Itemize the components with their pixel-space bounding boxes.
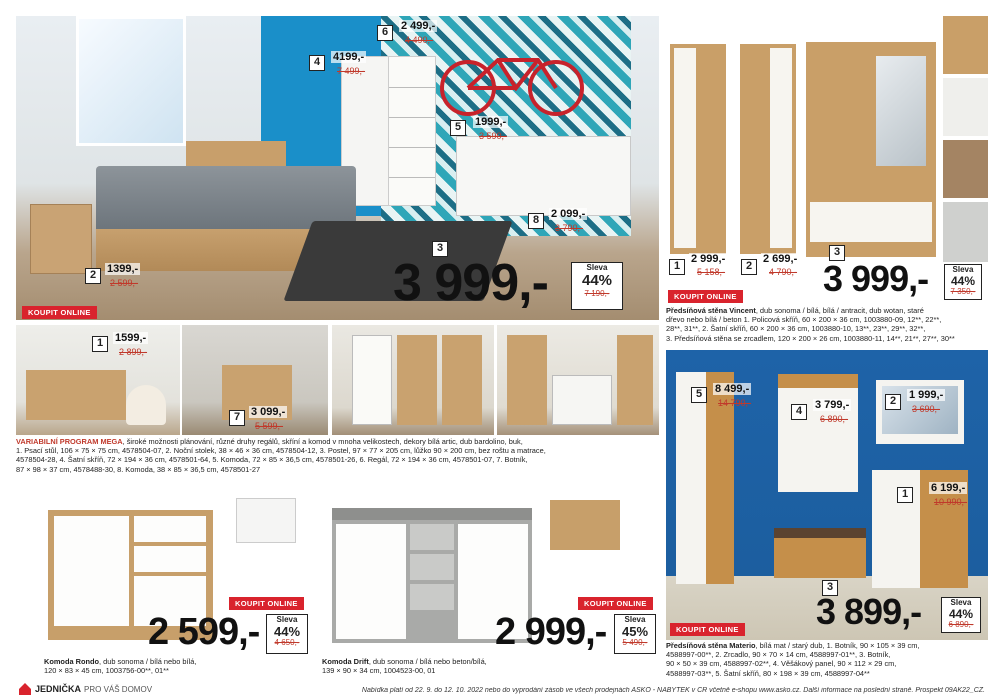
materio-item-5-number: 5 [691, 387, 707, 403]
vincent-wardrobe [740, 44, 796, 254]
materio-item-5-old-price: 14 790,- [718, 398, 752, 408]
mega-buy-online-button[interactable]: KOUPIT ONLINE [22, 306, 97, 319]
sleva-label: Sleva [276, 615, 298, 624]
variant-oak [943, 16, 988, 74]
vincent-description [666, 306, 988, 343]
drift-old-price: 5 490,- [622, 638, 648, 647]
rondo-big-price: 2 599,- [148, 611, 260, 653]
mega-item-7-number: 7 [229, 410, 245, 426]
vincent-desc-title: Předsíňová stěna Vincent [666, 306, 756, 315]
mega-discount: 44% [581, 272, 613, 289]
materio-item-2-price: 1 999,- [909, 389, 944, 401]
mega-item-8-price: 2 099,- [551, 208, 586, 220]
drift-oak-variant [550, 500, 620, 550]
mega-desc-text: , široké možnosti plánování, různé druhy regálů, skříní a komod v mnoha velikostech, dekory bílá artic, dub bardolino, buk, [122, 437, 523, 446]
rondo-buy-online-button[interactable]: KOUPIT ONLINE [229, 597, 304, 610]
materio-item-2-number: 2 [885, 394, 901, 410]
mega-item-2-price: 1399,- [107, 263, 139, 275]
vincent-discount-badge [944, 264, 982, 300]
materio-item-2-old-price: 3 690,- [912, 404, 941, 414]
mega-item-1-number: 1 [92, 336, 108, 352]
materio-item-3-number: 3 [822, 580, 838, 596]
materio-item-1-number: 1 [897, 487, 913, 503]
vincent-buy-online-button[interactable]: KOUPIT ONLINE [668, 290, 743, 303]
jednicka-logo [18, 682, 152, 696]
vincent-desc-text: , dub sonoma / bílá, bílá / antracit, dub wotan, staré [755, 306, 924, 315]
materio-desc-text: , bílá mat / starý dub, 1. Botník, 90 × 105 × 39 cm, [755, 641, 920, 650]
mega-old-total: 7 190,- [584, 289, 610, 298]
rondo-desc-title: Komoda Rondo [44, 657, 100, 666]
vincent-item-1-price: 2 999,- [691, 253, 726, 265]
mega-item-5-old-price: 3 590,- [479, 131, 508, 141]
materio-discount-badge [941, 597, 981, 633]
mega-item-4-price: 4199,- [333, 51, 365, 63]
variant-white-concrete [943, 202, 988, 262]
materio-desc-line: 4588997-00**, 2. Zrcadlo, 90 × 70 × 14 cm, 4588997-01**, 3. Botník, [666, 650, 891, 660]
mega-item-5-number: 5 [450, 120, 466, 136]
vincent-hall-wall [806, 42, 936, 257]
materio-desc-line: 4588997-03**, 5. Šatní skříň, 80 × 198 × 39 cm, 4588997-04** [666, 668, 870, 678]
mega-item-2-old-price: 2 599,- [110, 278, 139, 288]
vincent-item-3-number: 3 [829, 245, 845, 261]
mega-desc-line: 1. Psací stůl, 106 × 75 × 75 cm, 4578504-07, 2. Noční stolek, 38 × 46 × 36 cm, 4578504-12, 3. Postel, 97 × 77 × 205 cm, lůžko 90 × 200 cm, bez roštu a matrace, [16, 446, 546, 456]
materio-item-4-number: 4 [791, 404, 807, 420]
logo-text: JEDNIČKA [35, 684, 82, 694]
rondo-old-price: 4 650,- [274, 638, 300, 647]
mega-item-8-number: 8 [528, 213, 544, 229]
mega-item-6-price: 2 499,- [401, 20, 436, 32]
mega-description [16, 437, 661, 474]
variant-white [943, 78, 988, 136]
rondo-white-variant [236, 498, 296, 543]
rondo-description [44, 657, 304, 675]
drift-big-price: 2 999,- [495, 611, 607, 653]
mega-desc-line: 87 × 98 × 37 cm, 4578488-30, 8. Komoda, 38 × 85 × 36,5 cm, 4578501-27 [16, 464, 261, 474]
drift-desc-title: Komoda Drift [322, 657, 369, 666]
drift-desc-line: 139 × 90 × 34 cm, 1004523-00, 01 [322, 666, 436, 676]
mega-item-1-price: 1599,- [115, 332, 147, 344]
bicycle-icon [438, 38, 588, 118]
rondo-discount: 44% [273, 624, 301, 639]
vincent-item-1-number: 1 [669, 259, 685, 275]
variant-old-wood [943, 140, 988, 198]
vincent-desc-line: dřevo nebo bílá / beton 1. Policová skříň, 60 × 200 × 36 cm, 1003880-09, 12**, 22**, [666, 315, 942, 325]
mega-item-5-price: 1999,- [475, 116, 507, 128]
materio-item-4-price: 3 799,- [815, 399, 850, 411]
mega-photo-hall [182, 325, 328, 435]
sleva-label: Sleva [950, 598, 972, 607]
drift-description [322, 657, 582, 675]
sleva-label: Sleva [586, 263, 608, 272]
sleva-label: Sleva [624, 615, 646, 624]
vincent-desc-line: 3. Předsíňová stěna se zrcadlem, 120 × 200 × 26 cm, 1003880-11, 14**, 21**, 27**, 30** [666, 333, 955, 343]
mega-big-price: 3 999,- [393, 254, 548, 312]
footer-note: Nabídka platí od 22. 9. do 12. 10. 2022 nebo do vyprodání zásob ve všech prodejnách ASKO - NÁBYTEK v ČR včetně e-shopu www.asko.cz. Další informace na poslední straně. Prospekt 09AK22_CZ. [361, 687, 985, 694]
sideboard [456, 136, 631, 216]
mega-item-4-old-price: 7 499,- [337, 66, 366, 76]
materio-bench [774, 528, 866, 578]
vincent-old-price: 7 350,- [950, 287, 976, 296]
nightstand [30, 204, 92, 274]
vincent-shelf-cabinet [670, 44, 726, 254]
materio-desc-title: Předsíňová stěna Materio [666, 641, 756, 650]
window [76, 16, 186, 146]
mega-item-6-number: 6 [377, 25, 393, 41]
mega-item-3-number: 3 [432, 241, 448, 257]
vincent-item-2-number: 2 [741, 259, 757, 275]
mega-item-1-old-price: 2 899,- [119, 347, 148, 357]
materio-item-1-old-price: 10 990,- [934, 497, 968, 507]
rondo-desc-text: , dub sonoma / bílá nebo bílá, [99, 657, 197, 666]
mega-photo-living [497, 325, 659, 435]
materio-item-4-old-price: 6 890,- [820, 414, 849, 424]
vincent-discount: 44% [950, 274, 976, 288]
logo-subtext: PRO VÁŠ DOMOV [84, 684, 153, 694]
drift-photo [328, 490, 660, 655]
vincent-color-variants [943, 16, 988, 271]
vincent-item-1-old-price: 5 158,- [697, 267, 726, 277]
mega-discount-badge [571, 262, 623, 310]
mega-item-2-number: 2 [85, 268, 101, 284]
materio-description [666, 641, 988, 678]
drift-discount: 45% [621, 624, 649, 639]
drift-buy-online-button[interactable]: KOUPIT ONLINE [578, 597, 653, 610]
materio-buy-online-button[interactable]: KOUPIT ONLINE [670, 623, 745, 636]
drift-discount-badge [614, 614, 656, 654]
rondo-desc-line: 120 × 83 × 45 cm, 1003756-00**, 01** [44, 666, 169, 676]
mega-item-6-old-price: 4 490,- [405, 35, 434, 45]
mega-item-8-old-price: 3 790,- [555, 223, 584, 233]
vincent-photo [666, 16, 936, 286]
materio-old-price: 6 890,- [948, 620, 974, 629]
mega-photo-shelves [332, 325, 494, 435]
materio-item-1-price: 6 199,- [931, 482, 966, 494]
mega-item-4-number: 4 [309, 55, 325, 71]
sleva-label: Sleva [952, 265, 974, 274]
vincent-item-2-price: 2 699,- [763, 253, 798, 265]
mega-item-7-old-price: 5 599,- [255, 421, 284, 431]
rondo-discount-badge [266, 614, 308, 654]
mega-desc-title: VARIABILNÍ PROGRAM MEGA [16, 437, 123, 446]
materio-big-price: 3 899,- [816, 591, 922, 632]
materio-desc-line: 90 × 50 × 39 cm, 4588997-02**, 4. Věšákový panel, 90 × 112 × 29 cm, [666, 659, 897, 669]
mega-item-7-price: 3 099,- [251, 406, 286, 418]
shelf-unit [388, 56, 436, 206]
mega-desc-line: 4578504-28, 4. Šatní skříň, 72 × 194 × 36 cm, 4578501-64, 5. Komoda, 72 × 85 × 36,5 cm, 4578501-26, 6. Regál, 72 × 194 × 36 cm, 4578501-07, 7. Botník, [16, 455, 528, 465]
vincent-desc-line: 28**, 31**, 2. Šatní skříň, 60 × 200 × 36 cm, 1003880-10, 13**, 23**, 29**, 32**, [666, 324, 926, 334]
house-icon [18, 682, 32, 696]
drift-desc-text: , dub sonoma / bílá nebo beton/bílá, [368, 657, 487, 666]
materio-discount: 44% [948, 607, 974, 621]
materio-coat-panel [778, 374, 858, 492]
vincent-item-2-old-price: 4 790,- [769, 267, 798, 277]
vincent-big-price: 3 999,- [823, 258, 929, 299]
materio-item-5-price: 8 499,- [715, 383, 750, 395]
